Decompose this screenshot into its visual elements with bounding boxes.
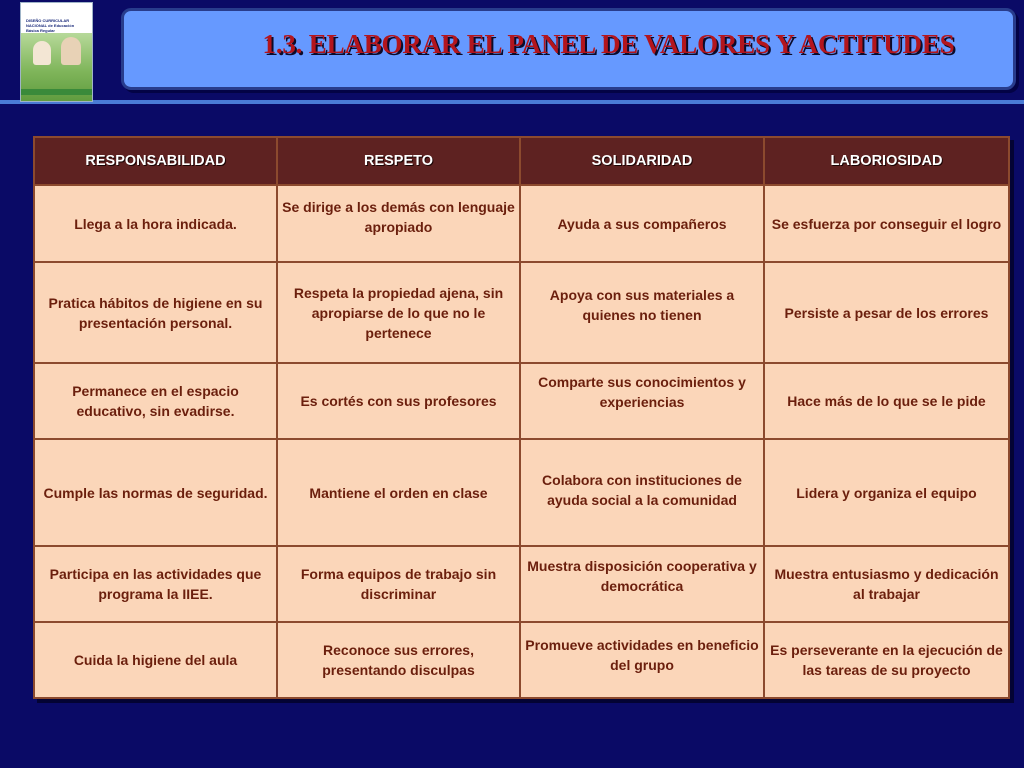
curriculum-cover-image [20, 2, 93, 102]
table-cell: Forma equipos de trabajo sin discriminar [277, 546, 520, 622]
table-cell: Participa en las actividades que programa la IIEE. [34, 546, 277, 622]
table-row [34, 363, 1009, 439]
table-cell: Es cortés con sus profesores [277, 363, 520, 439]
table-cell: Cumple las normas de seguridad. [34, 439, 277, 546]
table-row [34, 185, 1009, 262]
table-cell: Reconoce sus errores, presentando disculpas [277, 622, 520, 698]
header-divider [0, 100, 1024, 104]
table-cell: Hace más de lo que se le pide [764, 363, 1009, 439]
table-cell: Es perseverante en la ejecución de las tareas de su proyecto [764, 622, 1009, 698]
header-laboriosidad: LABORIOSIDAD [764, 137, 1009, 185]
table-cell: Llega a la hora indicada. [34, 185, 277, 262]
table-cell: Permanece en el espacio educativo, sin evadirse. [34, 363, 277, 439]
table-cell: Lidera y organiza el equipo [764, 439, 1009, 546]
table-row [34, 622, 1009, 698]
table-row [34, 439, 1009, 546]
table-cell: Muestra entusiasmo y dedicación al trabajar [764, 546, 1009, 622]
title-banner [121, 8, 1016, 90]
cover-stripe [21, 89, 93, 95]
table-cell: Mantiene el orden en clase [277, 439, 520, 546]
table-cell: Se esfuerza por conseguir el logro [764, 185, 1009, 262]
header-solidaridad: SOLIDARIDAD [520, 137, 764, 185]
table-cell: Cuida la higiene del aula [34, 622, 277, 698]
table-cell: Se dirige a los demás con lenguaje apropiado [277, 185, 520, 262]
table-cell: Pratica hábitos de higiene en su presentación personal. [34, 262, 277, 363]
table-cell: Comparte sus conocimientos y experiencias [520, 363, 764, 439]
table-row [34, 262, 1009, 363]
table-cell: Ayuda a sus compañeros [520, 185, 764, 262]
table-cell: Apoya con sus materiales a quienes no tienen [520, 262, 764, 363]
values-attitudes-table [33, 136, 1010, 699]
table-cell: Respeta la propiedad ajena, sin apropiarse de lo que no le pertenece [277, 262, 520, 363]
cover-child-figure [33, 41, 51, 65]
page-title: 1.3. ELABORAR EL PANEL DE VALORES Y ACTITUDES [262, 29, 955, 59]
header-respeto: RESPETO [277, 137, 520, 185]
table-cell: Persiste a pesar de los errores [764, 262, 1009, 363]
header-responsabilidad: RESPONSABILIDAD [34, 137, 277, 185]
table-header-row [34, 137, 1009, 185]
cover-child-figure [61, 37, 81, 65]
table-cell: Colabora con instituciones de ayuda social a la comunidad [520, 439, 764, 546]
table-cell: Promueve actividades en beneficio del grupo [520, 622, 764, 698]
cover-title-text: DISEÑO CURRICULAR NACIONAL de Educación Básica Regular [26, 18, 75, 33]
table-row [34, 546, 1009, 622]
table-cell: Muestra disposición cooperativa y democrática [520, 546, 764, 622]
